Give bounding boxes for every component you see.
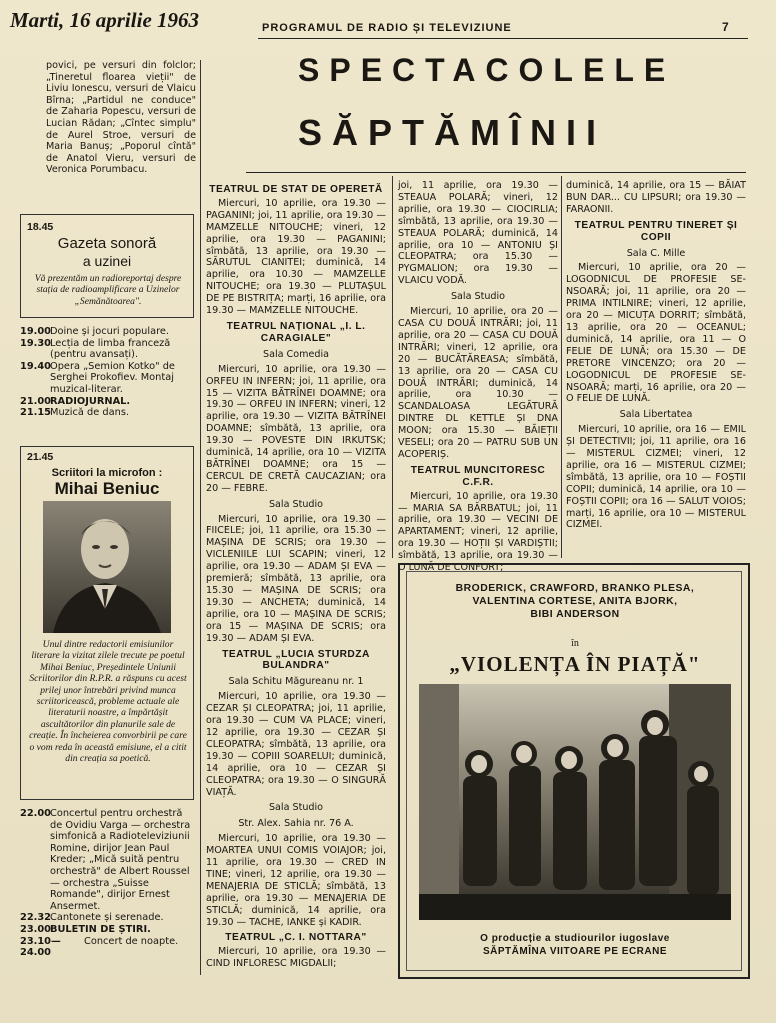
theatre-name: TEATRUL MUNCITORESC C.F.R. xyxy=(410,464,546,488)
headline-line2: SĂPTĂMÎNII xyxy=(298,112,607,153)
portrait-photo xyxy=(43,501,171,633)
theatre-name: TEATRUL NAȚIONAL „I. L. CARAGIALE" xyxy=(226,320,366,344)
headline-rule xyxy=(246,172,746,173)
film-title: „VIOLENȚA ÎN PIAȚĂ" xyxy=(449,652,701,676)
theatre-column-3 xyxy=(566,180,746,533)
schedule-time: 23.00 xyxy=(20,923,51,935)
issue-date: Marti, 16 aprilie 1963 xyxy=(10,8,200,32)
schedule-row xyxy=(20,326,196,338)
box2-subtitle: Scriitori la microfon : xyxy=(51,467,163,479)
column-divider xyxy=(392,176,393,558)
cast-line: BRODERICK, CRAWFORD, BRANKO PLESA, xyxy=(455,583,695,594)
hall-name: Sala Studio xyxy=(268,802,324,814)
listing-text: Miercuri, 10 aprilie, ora 19.30 — PAGANINI; joi, 11 aprilie, ora 19.30 — MAMZELLE NITOUCHE; vineri, 12 aprilie, ora 19.30 — PAGANINI; sîmbătă, 13 aprilie, ora 19.30 — SĂRUTUL CIANITEI; duminică, 14 aprilie, ora 10.30 — MAMZELLE NITOUCHE; ora 19.30 — PLUTAȘUL DE PE BISTRIȚA; marți, 16 aprilie, ora 19.30 — MAMZELLE NITOUCHE. xyxy=(206,197,386,317)
header-rule xyxy=(258,38,748,39)
page-number: 7 xyxy=(722,20,729,34)
schedule-text: Muzică de dans. xyxy=(50,407,130,419)
box1-desc: Vă prezentăm un radioreportaj despre stația de radioamplificare a Uzinelor „Semănătoarea". xyxy=(34,273,182,307)
film-advertisement xyxy=(398,563,750,979)
box1-time: 18.45 xyxy=(27,221,54,233)
schedule-text: RADIOJURNAL. xyxy=(50,395,131,407)
program-header: PROGRAMUL DE RADIO ȘI TELEVIZIUNE xyxy=(262,22,512,34)
evening-schedule xyxy=(20,326,196,419)
schedule-text: BULETIN DE ȘTIRI. xyxy=(50,923,151,935)
listing-text: Miercuri, 10 aprilie, ora 19.30 — FIICELE; joi, 11 aprilie, ora 15.30 — MAȘINA DE SCRIS; ora 19.30 — VICLENIILE LUI SCAPIN; vineri, 12 aprilie, ora 19.30 — ADAM ȘI EVA — premieră; sîmbătă, 13 aprilie, ora 15.30 — MAȘINA DE SCRIS; ora 19.30 — ANCHETA; duminică, 14 aprilie, ora 10 — MAȘINA DE SCRIS; ora 15 — MAȘINA DE SCRIS; ora 19.30 — ADAM ȘI EVA. xyxy=(206,513,386,644)
schedule-time: 21.15 xyxy=(20,407,51,419)
hall-name: Sala C. Mille xyxy=(626,247,686,259)
listing-text: joi, 11 aprilie, ora 19.30 — STEAUA POLARĂ; vineri, 12 aprilie, ora 19.30 — CIOCIRLIA; sîmbătă, 13 aprilie, ora 19.30 — STEAUA POLARĂ; duminică, 14 aprilie, ora 10 — ANTONIU ȘI CLEOPATRA; ora 15.30 — PYGMALION; ora 19.30 — VLAICU VODĂ. xyxy=(398,180,558,287)
schedule-row xyxy=(20,396,196,408)
cast-line: BIBI ANDERSON xyxy=(530,609,620,620)
listing-text: Miercuri, 10 aprilie, ora 19.30 — MOARTEA UNUI COMIS VOIAJOR; joi, 11 aprilie, ora 19.30 — CRED IN TINE; vineri, 12 aprilie, ora 19.30 — MENAJERIA DE STICLĂ; sîmbătă, 13 aprilie, ora 19.30 — MENAJERIA DE STICLĂ; duminică, 14 aprilie, ora 19.30 — TACHE, IANKE și KADIR. xyxy=(206,833,386,928)
listing-text: Miercuri, 10 aprilie, ora 20 — LOGODNICUL DE PROFESIE SE-NSOARĂ; joi, 11 aprilie, ora 20 — PRIMA INTILNIRE; vineri, 12 aprilie, ora 20 — MICUȚA DORRIT; sîmbătă, 13 aprilie, ora 20 — OCEANUL; duminică, 14 aprilie, ora 11 — O FELIE DE LUNĂ; ora 15.30 — DE PRETORE VINCENZO; ora 20 — LOGODNICUL DE PROFESIE SE-NSOARĂ; marți, 16 aprilie, ora 20 — O FELIE DE LUNĂ. xyxy=(566,262,746,405)
schedule-time: 19.30 xyxy=(20,337,51,349)
column-divider xyxy=(561,176,562,558)
schedule-row xyxy=(20,808,196,912)
film-caption xyxy=(407,932,743,958)
hall-address: Str. Alex. Sahia nr. 76 A. xyxy=(238,818,354,830)
cast-line: VALENTINA CORTESE, ANITA BJORK, xyxy=(472,596,678,607)
box1-title1: Gazeta sonoră xyxy=(57,235,157,252)
schedule-text: Doine și jocuri populare. xyxy=(50,326,170,337)
schedule-text: Opera „Semion Kotko" de Serghei Prokofiev. Montaj muzical-literar. xyxy=(50,360,175,395)
schedule-text: Concert de noapte. xyxy=(84,935,179,947)
hall-name: Sala Libertatea xyxy=(619,409,693,421)
schedule-time: 21.00 xyxy=(20,395,51,407)
box-gazeta-sonora xyxy=(20,214,194,318)
listing-text: Miercuri, 10 aprilie, ora 19.30 — CEZAR ȘI CLEOPATRA; joi, 11 aprilie, ora 19.30 — CUM VA PLACE; vineri, 12 aprilie, ora 19.30 — CEZAR ȘI CLEOPATRA; sîmbătă, 13 aprilie, ora 19.30 — COPIII SOARELUI; duminică, 14 aprilie, ora 10 — CEZAR ȘI CLEOPATRA; ora 19.30 — O SINGURĂ VIAȚĂ. xyxy=(206,691,386,798)
theatre-name: TEATRUL PENTRU TINERET ȘI COPII xyxy=(574,219,738,243)
schedule-row xyxy=(20,924,196,936)
schedule-text: Cantonete și serenade. xyxy=(50,912,164,924)
film-still-photo xyxy=(419,684,731,920)
box1-title2: a uzinei xyxy=(82,253,132,269)
listing-text: Miercuri, 10 aprilie, ora 16 — EMIL ȘI DETECTIVII; joi, 11 aprilie, ora 16 — MISTERUL CIZMEI; vineri, 12 aprilie, ora 16 — MISTERUL CIZMEI; sîmbătă, 13 aprilie, ora 10 — FOȘTII COPII; duminică, 14 aprilie, ora 10 — FOȘTII COPII; ora 16 — SALUT VOIOS; marți, 16 aprilie, ora 10 — MISTERUL CIZMEI. xyxy=(566,424,746,531)
schedule-row xyxy=(20,361,196,396)
schedule-text: Lecția de limba franceză (pentru avansați). xyxy=(50,337,171,361)
film-cast xyxy=(407,582,743,621)
box-scriitori-la-microfon xyxy=(20,446,194,800)
schedule-row xyxy=(20,338,196,361)
box2-desc: Unul dintre redactorii emisiunilor literare la vizitat zilele trecute pe poetul Mihai Beniuc, Președintele Uniunii Scriitorilor din R.P.R. a răspuns cu acest prilej unor întrebări privind munca scriitoricească, probleme actuale ale literaturii noastre, a împărtășit ascultătorilor din planurile sale de creație. În încheierea convorbirii pe care o vom reda în această emisiune, el a citit din creația sa poetică. xyxy=(29,639,187,765)
film-frame xyxy=(406,571,742,971)
hall-name: Sala Studio xyxy=(268,498,324,510)
listing-text: Miercuri, 10 aprilie, ora 19.30 — CIND INFLORESC MIGDALII; xyxy=(206,946,386,970)
caption-line: O producție a studiourilor iugoslave xyxy=(480,933,670,944)
box2-name: Mihai Beniuc xyxy=(54,479,160,498)
listing-text: duminică, 14 aprilie, ora 15 — BĂIAT BUN DAR... CU LIPSURI; ora 19.30 — FARAONII. xyxy=(566,180,746,215)
theatre-name: TEATRUL „LUCIA STURDZA BULANDRA" xyxy=(222,648,370,672)
late-schedule xyxy=(20,808,196,959)
theatre-column-1 xyxy=(206,180,386,972)
caption-line: SĂPTĂMÎNA VIITOARE PE ECRANE xyxy=(482,946,668,957)
intro-text: povici, pe versuri din folclor; „Tineretul floarea vieții" de Liviu Ionescu, versuri de Vlaicu Bîrna; „Partidul ne conduce" de Zaharia Popescu, versuri de Lucian Rădan; „Cîntec simplu" de Aurel Stroe, versuri de Maria Banuș; „Poporul cîntă" de Anatol Vieru, versuri de Veronica Porumbacu. xyxy=(46,60,196,176)
hall-name: Sala Schitu Măgureanu nr. 1 xyxy=(228,676,364,688)
schedule-row xyxy=(20,407,196,419)
column-divider xyxy=(200,60,201,975)
theatre-name: TEATRUL DE STAT DE OPERETĂ xyxy=(209,184,383,195)
hall-name: Sala Studio xyxy=(450,291,506,303)
theatre-name: TEATRUL „C. I. NOTTARA" xyxy=(225,932,367,944)
schedule-row xyxy=(20,912,196,924)
theatre-column-2 xyxy=(398,180,558,576)
film-in: în xyxy=(571,638,579,649)
schedule-time: 19.00 xyxy=(20,326,51,337)
hall-name: Sala Comedia xyxy=(262,348,329,360)
schedule-row xyxy=(20,936,196,959)
listing-text: Miercuri, 10 aprilie, ora 20 — CASA CU DOUĂ INTRĂRI; joi, 11 aprilie, ora 20 — CASA CU DOUĂ INTRĂRI; vineri, 12 aprilie, ora 20 — BUCĂTĂREASA; sîmbătă, 13 aprilie, ora 20 — CASA CU DOUĂ INTRĂRI; duminică, 14 aprilie, ora 10.30 — SCANDALOASA LEGĂTURĂ DINTRE DL KETTLE ȘI DNA MOON; ora 15.30 — BĂIEȚII VESELI; ora 20 — PATRU SUB UN ACOPERIȘ. xyxy=(398,306,558,460)
schedule-time: 22.00 xyxy=(20,808,51,819)
schedule-time: 23.10—24.00 xyxy=(20,935,61,959)
schedule-text: Concertul pentru orchestră de Ovidiu Varga — orchestra simfonică a Radioteleviziunii Romine, dirijor Jean Paul Kreder; „Mică suită pentru orchestră" de Albert Roussel — orchestra „Suisse Romande", dirijor Ernest Ansermet. xyxy=(50,808,191,912)
box2-time: 21.45 xyxy=(27,451,54,463)
listing-text: Miercuri, 10 aprilie, ora 19.30 — MARIA SA BĂRBATUL; joi, 11 aprilie, ora 19.30 — VECINI DE APARTAMENT; vineri, 12 aprilie, ora 19.30 — HOȚII ȘI VARDIȘTII; sîmbătă, 13 aprilie, ora 19.30 — O LUNĂ DE CONFORT; xyxy=(398,490,558,574)
headline-line1: SPECTACOLELE xyxy=(298,52,676,88)
listing-text: Miercuri, 10 aprilie, ora 19.30 — ORFEU IN INFERN; joi, 11 aprilie, ora 15 — VIZITA BĂTRÎNEI DOAMNE; ora 19.30 — ORFEU IN INFERN; vineri, 12 aprilie, ora 19.30 — VIZITA BĂTRÎNEI DOAMNE; sîmbătă, 13 aprilie, ora 19.30 — POVESTE DIN IRKUTSK; duminică, 14 aprilie, ora 10 — VIZITA BĂTRÎNEI DOAMNE; ora 15 — CERCUL DE CRETĂ CAUCAZIAN; ora 20 — FEBRE. xyxy=(206,363,386,494)
schedule-time: 19.40 xyxy=(20,360,51,372)
schedule-time: 22.32 xyxy=(20,912,51,924)
